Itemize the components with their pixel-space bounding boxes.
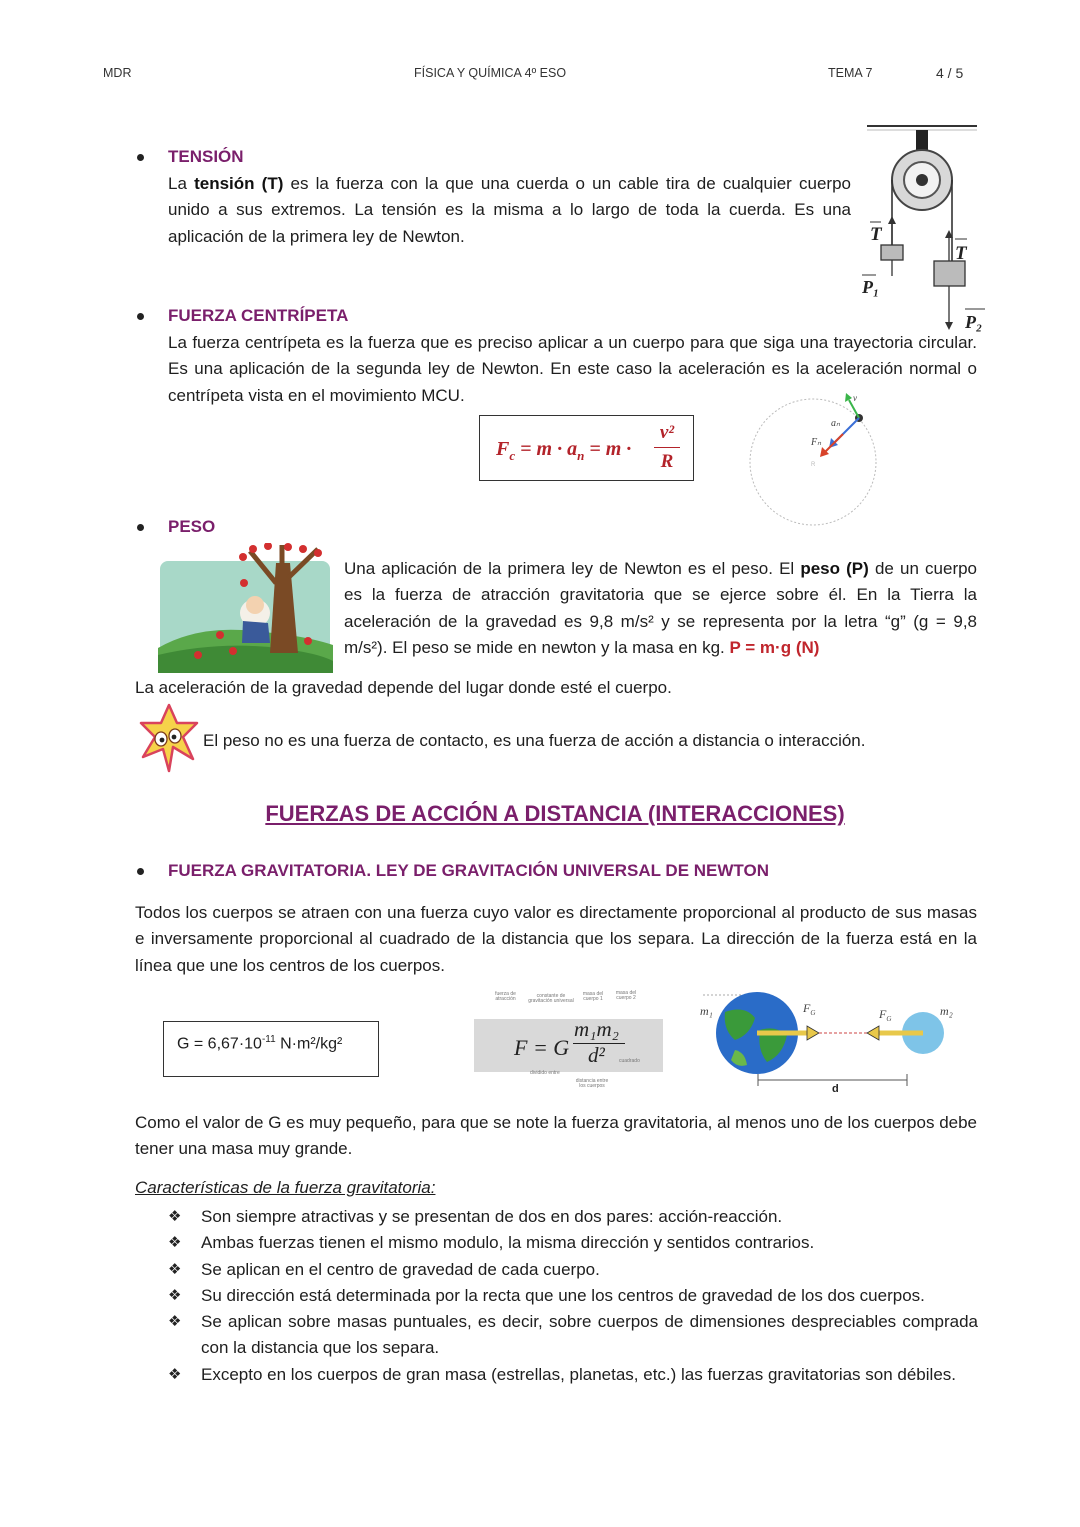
tension-text: La tensión (T) es la fuerza con la que una cuerda o un cable tira de cualquier cuerpo unido a sus extremos. La tensión es la misma a lo largo de toda la cuerda. Es una aplicación de la primera ley de Newton. <box>168 174 851 246</box>
label-m1: m₁ <box>700 1004 713 1018</box>
header-author: MDR <box>103 66 132 80</box>
centripeta-text: La fuerza centrípeta es la fuerza que es preciso aplicar a un cuerpo para que siga una trayectoria circular. Es una aplicación de la segunda ley de Newton. En este caso la aceleración es la aceleración normal o centrípeta vista en el movimiento MCU. <box>168 333 977 405</box>
centripeta-formula: $F_c = m \cdot a_n = m$ · v² R <box>479 415 694 481</box>
header-subject: FÍSICA Y QUÍMICA 4º ESO <box>414 66 567 80</box>
label-t1: T <box>870 224 882 245</box>
list-item: ❖ Se aplican sobre masas puntuales, es decir, sobre cuerpos de dimensiones despreciables comprada con la distancia que los separa. <box>168 1312 978 1358</box>
label-fg2: $F_G$ <box>879 1007 892 1023</box>
bullet-dot <box>137 524 144 531</box>
circular-motion-diagram <box>745 388 885 528</box>
bullet-dot <box>137 154 144 161</box>
header-page: 4 / 5 <box>936 65 964 81</box>
gravitatoria-title: FUERZA GRAVITATORIA. LEY DE GRAVITACIÓN UNIVERSAL DE NEWTON <box>168 861 770 880</box>
label-fn: Fₙ <box>811 437 822 448</box>
peso-star-note: El peso no es una fuerza de contacto, es una fuerza de acción a distancia o interacción. <box>203 731 866 750</box>
label-fg1: $F_G$ <box>803 1001 816 1017</box>
pulley-diagram <box>845 118 990 333</box>
bullet-dot <box>137 313 144 320</box>
label-v: v <box>853 393 857 403</box>
label-d: d <box>832 1083 839 1095</box>
gravitation-formula-diagram: fuerza de atracción constante de gravitación universal masa del cuerpo 1 masa del cuerpo 2 F = G m₁m₂ d² dividido entre cuadrado distancia entre los cuerpos <box>474 991 663 1086</box>
g-constant-box <box>163 1021 379 1077</box>
bullet-dot <box>137 868 144 875</box>
label-t2: T <box>955 243 967 264</box>
g-label: G = 6,67·10 <box>177 1035 262 1053</box>
label-r: R <box>811 462 816 468</box>
gravitatoria-text: Todos los cuerpos se atraen con una fuerza cuyo valor es directamente proporcional al producto de sus masas e inversamente proporcional al cuadrado de la distancia que los separa. La dirección de la fuerza está en la línea que une los centros de los cuerpos. <box>135 903 977 975</box>
list-item: ❖ Excepto en los cuerpos de gran masa (estrellas, planetas, etc.) las fuerzas gravitatorias son débiles. <box>168 1364 956 1384</box>
label-an: aₙ <box>831 418 840 429</box>
label-p2: P₂ <box>965 312 983 332</box>
list-item: ❖ Son siempre atractivas y se presentan de dos en dos pares: acción-reacción. <box>168 1207 783 1226</box>
centripeta-title: FUERZA CENTRÍPETA <box>168 306 349 325</box>
newton-apple-illustration <box>158 543 333 673</box>
g-units: N·m²/kg² <box>275 1035 343 1053</box>
chars-title: Características de la fuerza gravitatoria: <box>135 1178 436 1197</box>
list-item: ❖ Se aplican en el centro de gravedad de cada cuerpo. <box>168 1259 600 1279</box>
star-warning-icon <box>137 703 201 775</box>
list-item: ❖ Su dirección está determinada por la recta que une los centros de gravedad de los dos cuerpos. <box>168 1285 925 1305</box>
characteristics-list <box>168 1204 978 1388</box>
label-m2: m₂ <box>940 1004 953 1018</box>
label-p1: P₁ <box>862 277 880 297</box>
list-item: ❖ Ambas fuerzas tienen el mismo modulo, la misma dirección y sentidos contrarios. <box>168 1233 815 1253</box>
header-unit: TEMA 7 <box>828 66 873 80</box>
gravitation-bodies-diagram <box>695 990 970 1095</box>
peso-text: Una aplicación de la primera ley de Newton es el peso. El peso (P) de un cuerpo es la fuerza de atracción gravitatoria que se ejerce sobre él. En la Tierra la aceleración de la gravedad es 9,8 m/s² y se representa por la letra “g” (g = 9,8 m/s²). El peso se mide en newton y la masa en kg. P = m·g (N) <box>344 559 978 657</box>
tension-title: TENSIÓN <box>168 147 244 166</box>
g-exp: -11 <box>261 1034 276 1045</box>
section-title: FUERZAS DE ACCIÓN A DISTANCIA (INTERACCIONES) <box>265 801 845 826</box>
gravitatoria-text-2: Como el valor de G es muy pequeño, para que se note la fuerza gravitatoria, al menos uno de los cuerpos debe tener una masa muy grande. <box>135 1113 978 1159</box>
peso-formula: P = m·g (N) <box>729 637 820 657</box>
peso-note: La aceleración de la gravedad depende del lugar donde esté el cuerpo. <box>135 678 672 697</box>
peso-title: PESO <box>168 517 216 536</box>
